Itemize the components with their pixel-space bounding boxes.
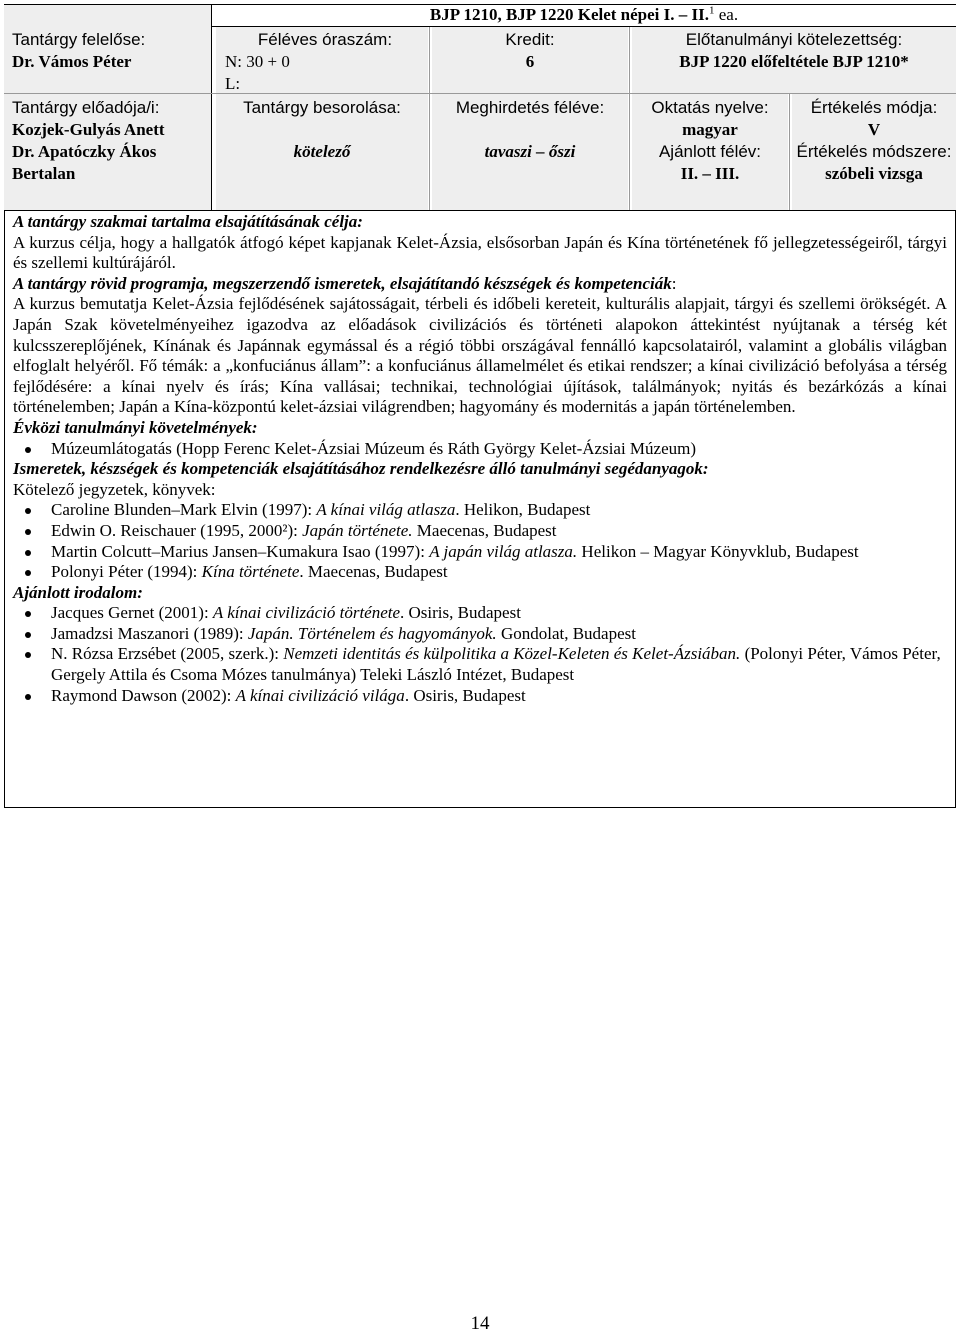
hours-block [225,29,425,95]
program-heading: A tantárgy rövid programja, megszerzendő ismeretek, elsajátítandó készségek és kompetenciák [13,273,672,293]
recommended-reading-heading: Ajánlott irodalom: [13,582,143,602]
credit-label: Kredit: [505,30,555,49]
recommended-semester-value: II. – III. [680,164,740,183]
language-block [632,97,788,185]
list-item: Caroline Blunden–Mark Elvin (1997): A kínai világ atlasza. Helikon, Budapest [51,500,947,521]
classification-label: Tantárgy besorolása: [243,98,401,117]
hours-n: N: 30 + 0 [225,52,290,71]
table-divider [212,26,956,27]
list-item: Jamadzsi Maszanori (1989): Japán. Történelem és hagyományok. Gondolat, Budapest [51,624,947,645]
language-label: Oktatás nyelve: [651,98,769,117]
required-list [13,500,947,582]
midterm-list [13,439,947,460]
materials-heading: Ismeretek, készségek és kompetenciák elsajátításához rendelkezésre álló tanulmányi segédanyagok: [13,459,709,479]
course-info-table [4,4,956,210]
course-title: BJP 1210, BJP 1220 Kelet népei I. – II.$^1$ ea. [429,4,739,24]
lecturer-1: Kozjek-Gulyás Anett [12,120,165,139]
course-description [4,210,956,808]
table-divider [429,27,430,210]
list-item: Raymond Dawson (2002): A kínai civilizáció világa. Osiris, Budapest [51,686,947,707]
responsible-label: Tantárgy felelőse: [12,30,146,49]
program-heading-line: A tantárgy rövid programja, megszerzendő ismeretek, elsajátítandó készségek és kompetenciák: [13,273,677,293]
recommended-semester-label: Ajánlott félév: [658,142,762,161]
program-text: A kurzus bemutatja Kelet-Ázsia fejlődésének sajátosságait, térbeli és időbeli kereteit, kulturális alapjait, tárgyi és szellemi örökségét. A Japán Szak követelményeihez igazodva az előadások civilizációs és történeti alapokon áttekintést nyújtanak a térség két kulcsszereplőjének, Kínának és Japánnak egymással és a régió többi országával fennálló kapcsolatairól, valamint a globális világban elfoglalt helyéről. Fő témák: a „konfuciánus állam”: a konfuciánus államelmélet és etikai rendszer; a kínai civilizáció befolyása a térség fejlődésére: a kínai nyelv és írás; Kína vallásai; technikai, technológiai újítások, találmányok; nyitás és bezárkózás a kínai történelemben; Japán a Kína-központú kelet-ázsiai világrendben; hagyomány és modernitás a japán történelemben. [13,294,947,417]
assessment-mode-label: Értékelés módja: [810,98,938,117]
semester-value: tavaszi – őszi [484,142,576,161]
responsible-block [12,29,207,73]
classification-block [216,97,428,163]
assessment-method-value: szóbeli vizsga [825,164,923,183]
list-item: Múzeumlátogatás (Hopp Ferenc Kelet-Ázsiai Múzeum és Ráth György Kelet-Ázsiai Múzeum) [51,439,947,460]
recommended-list [13,603,947,706]
goal-text: A kurzus célja, hogy a hallgatók átfogó képet kapjanak Kelet-Ázsia, elsősorban Japán és Kína történetének fő jellegzetességeiről, tárgyi és szellemi kultúrájáról. [13,232,947,273]
table-divider [211,4,212,210]
credit-value: 6 [525,52,535,71]
responsible-name: Dr. Vámos Péter [12,52,132,71]
language-value: magyar [682,120,738,139]
lecturer-2: Dr. Apatóczky Ákos [12,142,157,161]
required-label: Kötelező jegyzetek, könyvek: [13,479,216,499]
hours-label: Féléves óraszám: [257,30,393,49]
lecturer-label: Tantárgy előadója/i: [12,98,160,117]
classification-value: kötelező [293,142,351,161]
list-item: Polonyi Péter (1994): Kína története. Maecenas, Budapest [51,562,947,583]
assessment-mode-value: V [867,120,881,139]
semester-label: Meghirdetés féléve: [455,98,605,117]
table-divider [789,94,790,210]
page-number: 14 [470,1313,490,1334]
semester-block [432,97,628,163]
lecturer-block [12,97,210,185]
list-item: Jacques Gernet (2001): A kínai civilizáció története. Osiris, Budapest [51,603,947,624]
list-item: N. Rózsa Erzsébet (2005, szerk.): Nemzeti identitás és külpolitika a Közel-Keleten és Kelet-Ázsiában. (Polonyi Péter, Vámos Péter, Gergely Attila és Csoma Mózes tanulmánya) Teleki László Intézet, Budapest [51,644,947,685]
midterm-heading: Évközi tanulmányi követelmények: [13,417,258,437]
prereq-label: Előtanulmányi kötelezettség: [685,30,903,49]
prereq-value: BJP 1220 előfeltétele BJP 1210* [679,52,909,71]
list-item: Edwin O. Reischauer (1995, 2000²): Japán története. Maecenas, Budapest [51,521,947,542]
table-divider [4,93,956,94]
list-item: Martin Colcutt–Marius Jansen–Kumakura Isao (1997): A japán világ atlasza. Helikon – Magyar Könyvklub, Budapest [51,542,947,563]
goal-heading: A tantárgy szakmai tartalma elsajátításának célja: [13,212,363,231]
assessment-block [792,97,956,185]
credit-block [432,29,628,73]
lecturer-2-cont: Bertalan [12,164,76,183]
table-divider [629,27,630,210]
prereq-block [632,29,956,73]
hours-l: L: [225,74,241,93]
assessment-method-label: Értékelés módszere: [796,142,952,161]
